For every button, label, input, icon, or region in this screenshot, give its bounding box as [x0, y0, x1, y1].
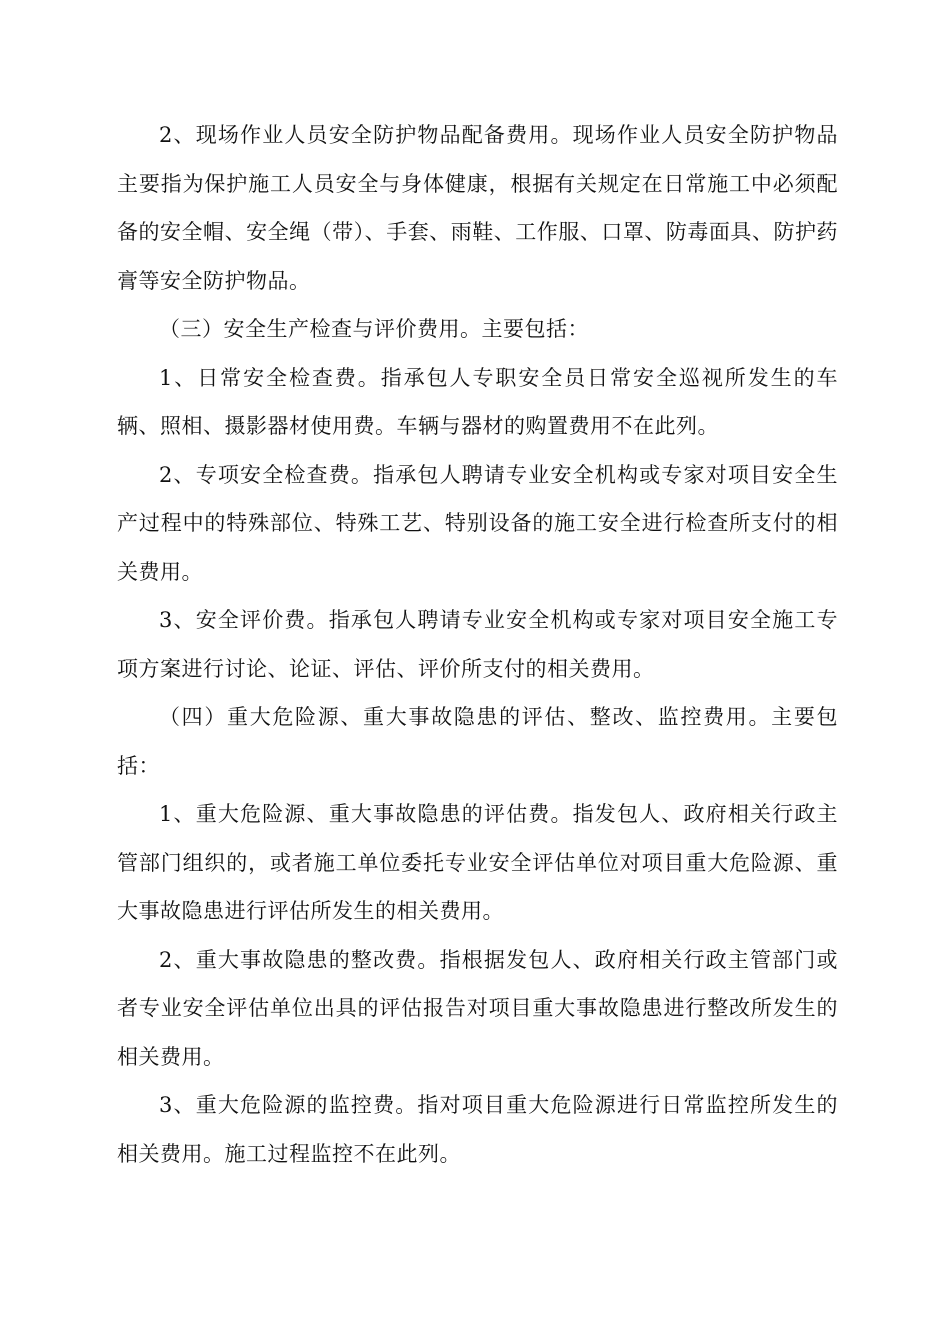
paragraph-safety-evaluation: 3、安全评价费。指承包人聘请专业安全机构或专家对项目安全施工专项方案进行讨论、论证、评估、评价所支付的相关费用。 — [117, 608, 838, 681]
paragraph-hazard-rectification: 2、重大事故隐患的整改费。指根据发包人、政府相关行政主管部门或者专业安全评估单位出具的评估报告对项目重大事故隐患进行整改所发生的相关费用。 — [117, 947, 838, 1069]
paragraph-protective-equipment: 2、现场作业人员安全防护物品配备费用。现场作业人员安全防护物品主要指为保护施工人员安全与身体健康，根据有关规定在日常施工中必须配备的安全帽、安全绳（带）、手套、雨鞋、工作服、口罩、防毒面具、防护药膏等安全防护物品。 — [117, 123, 838, 293]
paragraph-daily-inspection: 1、日常安全检查费。指承包人专职安全员日常安全巡视所发生的车辆、照相、摄影器材使用费。车辆与器材的购置费用不在此列。 — [117, 365, 838, 438]
heading-section-three: （三）安全生产检查与评价费用。主要包括： — [159, 317, 589, 341]
paragraph-special-inspection: 2、专项安全检查费。指承包人聘请专业安全机构或专家对项目安全生产过程中的特殊部位、特殊工艺、特别设备的施工安全进行检查所支付的相关费用。 — [117, 462, 838, 584]
paragraph-hazard-assessment: 1、重大危险源、重大事故隐患的评估费。指发包人、政府相关行政主管部门组织的，或者施工单位委托专业安全评估单位对项目重大危险源、重大事故隐患进行评估所发生的相关费用。 — [117, 802, 838, 923]
paragraph-hazard-monitoring: 3、重大危险源的监控费。指对项目重大危险源进行日常监控所发生的相关费用。施工过程监控不在此列。 — [117, 1093, 838, 1166]
heading-section-four: （四）重大危险源、重大事故隐患的评估、整改、监控费用。主要包括： — [117, 705, 838, 778]
document-page — [117, 111, 838, 1178]
